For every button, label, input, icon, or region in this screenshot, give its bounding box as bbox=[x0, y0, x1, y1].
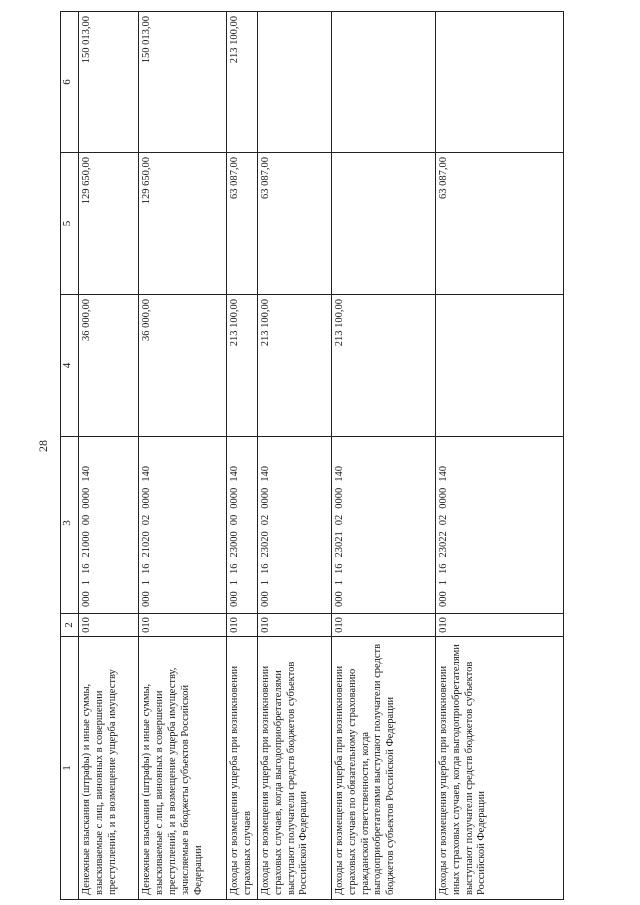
value-col5: 63 087,00 bbox=[258, 153, 332, 295]
page-number: 28 bbox=[36, 440, 50, 452]
budget-code: 00011621000000000140 bbox=[79, 437, 139, 614]
row-name: Доходы от возмещения ущерба при возникновении страховых случаев bbox=[227, 637, 258, 900]
value-col6: 150 013,00 bbox=[139, 12, 227, 153]
column-header-6: 6 bbox=[61, 12, 79, 153]
table-row bbox=[332, 12, 436, 900]
value-col4 bbox=[436, 295, 564, 437]
column-header-3: 3 bbox=[61, 437, 79, 614]
table-row bbox=[258, 12, 332, 900]
column-header-1: 1 bbox=[61, 637, 79, 900]
admin-code: 010 bbox=[139, 614, 227, 637]
budget-code: 00011623022020000140 bbox=[436, 437, 564, 614]
value-col5 bbox=[332, 153, 436, 295]
value-col6 bbox=[436, 12, 564, 153]
column-header-5: 5 bbox=[61, 153, 79, 295]
value-col6: 150 013,00 bbox=[79, 12, 139, 153]
admin-code: 010 bbox=[332, 614, 436, 637]
table-row bbox=[227, 12, 258, 900]
value-col6 bbox=[332, 12, 436, 153]
budget-code: 00011623021020000140 bbox=[332, 437, 436, 614]
rotated-table-container bbox=[60, 16, 564, 900]
admin-code: 010 bbox=[79, 614, 139, 637]
value-col5: 129 650,00 bbox=[79, 153, 139, 295]
revenue-table bbox=[60, 11, 564, 900]
table-row bbox=[79, 12, 139, 900]
value-col5: 63 087,00 bbox=[227, 153, 258, 295]
row-name: Доходы от возмещения ущерба при возникновении страховых случаев, когда выгодоприобретателями выступают получатели средств бюджетов субъектов Российской Федерации bbox=[258, 637, 332, 900]
row-name: Доходы от возмещения ущерба при возникновении иных страховых случаев, когда выгодоприобретателями выступают получатели средств бюджетов субъектов Российской Федерации bbox=[436, 637, 564, 900]
budget-code: 00011623020020000140 bbox=[258, 437, 332, 614]
column-header-2: 2 bbox=[61, 614, 79, 637]
table-row bbox=[139, 12, 227, 900]
value-col4: 213 100,00 bbox=[332, 295, 436, 437]
column-header-4: 4 bbox=[61, 295, 79, 437]
value-col4: 36 000,00 bbox=[139, 295, 227, 437]
admin-code: 010 bbox=[436, 614, 564, 637]
value-col4: 213 100,00 bbox=[258, 295, 332, 437]
table-row bbox=[436, 12, 564, 900]
row-name: Доходы от возмещения ущерба при возникновении страховых случаев по обязательному страхованию гражданской ответственности, когда выгодоприобретателями выступают получатели средств бюджетов субъектов Российской Федерации bbox=[332, 637, 436, 900]
value-col5: 63 087,00 bbox=[436, 153, 564, 295]
header-row bbox=[61, 12, 79, 900]
value-col5: 129 650,00 bbox=[139, 153, 227, 295]
row-name: Денежные взыскания (штрафы) и иные суммы, взыскиваемые с лиц, виновных в совершении преступлений, и в возмещение ущерба имуществу, зачисляемые в бюджеты субъектов Российской Федерации bbox=[139, 637, 227, 900]
row-name: Денежные взыскания (штрафы) и иные суммы, взыскиваемые с лиц, виновных в совершении преступлений, и в возмещение ущерба имуществу bbox=[79, 637, 139, 900]
value-col6 bbox=[258, 12, 332, 153]
admin-code: 010 bbox=[258, 614, 332, 637]
value-col4: 36 000,00 bbox=[79, 295, 139, 437]
value-col4: 213 100,00 bbox=[227, 295, 258, 437]
budget-code: 00011621020020000140 bbox=[139, 437, 227, 614]
value-col6: 213 100,00 bbox=[227, 12, 258, 153]
budget-code: 00011623000000000140 bbox=[227, 437, 258, 614]
admin-code: 010 bbox=[227, 614, 258, 637]
